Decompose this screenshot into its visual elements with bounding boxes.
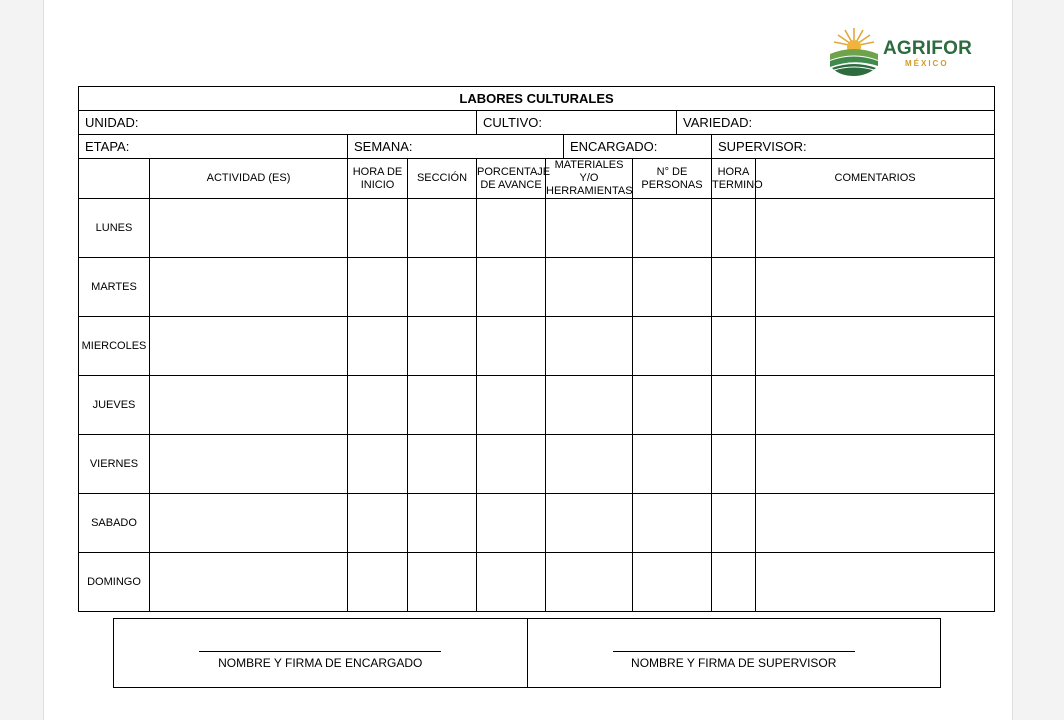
- actividad-header: ACTIVIDAD (ES): [150, 159, 348, 199]
- hora-inicio-cell[interactable]: [348, 376, 408, 435]
- hora-termino-cell[interactable]: [712, 553, 756, 612]
- table-row: [79, 317, 995, 376]
- materiales-cell[interactable]: [546, 199, 633, 258]
- cultivo-field[interactable]: CULTIVO:: [477, 111, 677, 135]
- document-page: [43, 0, 1013, 720]
- seccion-cell[interactable]: [408, 553, 477, 612]
- supervisor-field[interactable]: SUPERVISOR:: [712, 135, 995, 159]
- hora-inicio-cell[interactable]: [348, 494, 408, 553]
- unidad-field[interactable]: UNIDAD:: [79, 111, 477, 135]
- hora-termino-cell[interactable]: [712, 317, 756, 376]
- actividad-cell[interactable]: [150, 317, 348, 376]
- materiales-cell[interactable]: [546, 258, 633, 317]
- num-personas-header: N° DE PERSONAS: [633, 159, 712, 199]
- seccion-cell[interactable]: [408, 199, 477, 258]
- agrifor-logo: [826, 24, 973, 80]
- hora-inicio-cell[interactable]: [348, 553, 408, 612]
- comentarios-cell[interactable]: [756, 376, 995, 435]
- logo-wordmark: AGRIFOR: [883, 38, 973, 59]
- day-label: MARTES: [79, 258, 150, 317]
- materiales-cell[interactable]: [546, 553, 633, 612]
- signature-line: [199, 651, 441, 652]
- seccion-cell[interactable]: [408, 435, 477, 494]
- table-row: [79, 494, 995, 553]
- porcentaje-cell[interactable]: [477, 435, 546, 494]
- personas-cell[interactable]: [633, 494, 712, 553]
- seccion-cell[interactable]: [408, 258, 477, 317]
- porcentaje-cell[interactable]: [477, 258, 546, 317]
- hora-inicio-header: HORA DE INICIO: [348, 159, 408, 199]
- table-row: [79, 553, 995, 612]
- hora-inicio-cell[interactable]: [348, 317, 408, 376]
- day-label: DOMINGO: [79, 553, 150, 612]
- actividad-cell[interactable]: [150, 553, 348, 612]
- signature-table: [113, 618, 941, 688]
- day-label: JUEVES: [79, 376, 150, 435]
- materiales-cell[interactable]: [546, 376, 633, 435]
- actividad-cell[interactable]: [150, 494, 348, 553]
- hora-inicio-cell[interactable]: [348, 199, 408, 258]
- hora-termino-cell[interactable]: [712, 199, 756, 258]
- personas-cell[interactable]: [633, 199, 712, 258]
- supervisor-signature-label: NOMBRE Y FIRMA DE SUPERVISOR: [631, 656, 837, 670]
- comentarios-cell[interactable]: [756, 258, 995, 317]
- encargado-signature-label: NOMBRE Y FIRMA DE ENCARGADO: [218, 656, 423, 670]
- comentarios-cell[interactable]: [756, 199, 995, 258]
- actividad-cell[interactable]: [150, 199, 348, 258]
- porcentaje-cell[interactable]: [477, 317, 546, 376]
- day-column-header: [79, 159, 150, 199]
- encargado-signature-box[interactable]: [114, 619, 528, 688]
- porcentaje-cell[interactable]: [477, 199, 546, 258]
- day-label: SABADO: [79, 494, 150, 553]
- labores-form-table: [78, 86, 995, 612]
- day-label: VIERNES: [79, 435, 150, 494]
- hora-termino-cell[interactable]: [712, 258, 756, 317]
- hora-termino-cell[interactable]: [712, 494, 756, 553]
- personas-cell[interactable]: [633, 435, 712, 494]
- comentarios-cell[interactable]: [756, 435, 995, 494]
- comentarios-cell[interactable]: [756, 553, 995, 612]
- personas-cell[interactable]: [633, 376, 712, 435]
- semana-field[interactable]: SEMANA:: [348, 135, 564, 159]
- table-row: [79, 435, 995, 494]
- supervisor-signature-box[interactable]: [527, 619, 941, 688]
- etapa-field[interactable]: ETAPA:: [79, 135, 348, 159]
- porcentaje-cell[interactable]: [477, 494, 546, 553]
- materiales-cell[interactable]: [546, 494, 633, 553]
- table-row: [79, 258, 995, 317]
- actividad-cell[interactable]: [150, 435, 348, 494]
- actividad-cell[interactable]: [150, 376, 348, 435]
- seccion-cell[interactable]: [408, 317, 477, 376]
- comentarios-cell[interactable]: [756, 494, 995, 553]
- materiales-cell[interactable]: [546, 317, 633, 376]
- seccion-cell[interactable]: [408, 376, 477, 435]
- hora-termino-header: HORA TERMINO: [712, 159, 756, 199]
- hora-inicio-cell[interactable]: [348, 435, 408, 494]
- table-row: [79, 199, 995, 258]
- table-row: [79, 376, 995, 435]
- form-title: LABORES CULTURALES: [79, 87, 995, 111]
- day-label: MIERCOLES: [79, 317, 150, 376]
- comentarios-cell[interactable]: [756, 317, 995, 376]
- comentarios-header: COMENTARIOS: [756, 159, 995, 199]
- hora-termino-cell[interactable]: [712, 376, 756, 435]
- materiales-header: MATERIALES Y/O HERRAMIENTAS: [546, 159, 633, 197]
- hora-termino-cell[interactable]: [712, 435, 756, 494]
- logo-subtitle: MÉXICO: [905, 59, 949, 68]
- personas-cell[interactable]: [633, 553, 712, 612]
- porcentaje-avance-header: PORCENTAJE DE AVANCE: [477, 159, 546, 199]
- personas-cell[interactable]: [633, 317, 712, 376]
- day-label: LUNES: [79, 199, 150, 258]
- personas-cell[interactable]: [633, 258, 712, 317]
- hora-inicio-cell[interactable]: [348, 258, 408, 317]
- actividad-cell[interactable]: [150, 258, 348, 317]
- encargado-field[interactable]: ENCARGADO:: [564, 135, 712, 159]
- signature-line: [613, 651, 855, 652]
- porcentaje-cell[interactable]: [477, 553, 546, 612]
- porcentaje-cell[interactable]: [477, 376, 546, 435]
- seccion-header: SECCIÓN: [408, 159, 477, 199]
- materiales-cell[interactable]: [546, 435, 633, 494]
- variedad-field[interactable]: VARIEDAD:: [677, 111, 995, 135]
- seccion-cell[interactable]: [408, 494, 477, 553]
- logo-emblem-icon: [826, 24, 882, 80]
